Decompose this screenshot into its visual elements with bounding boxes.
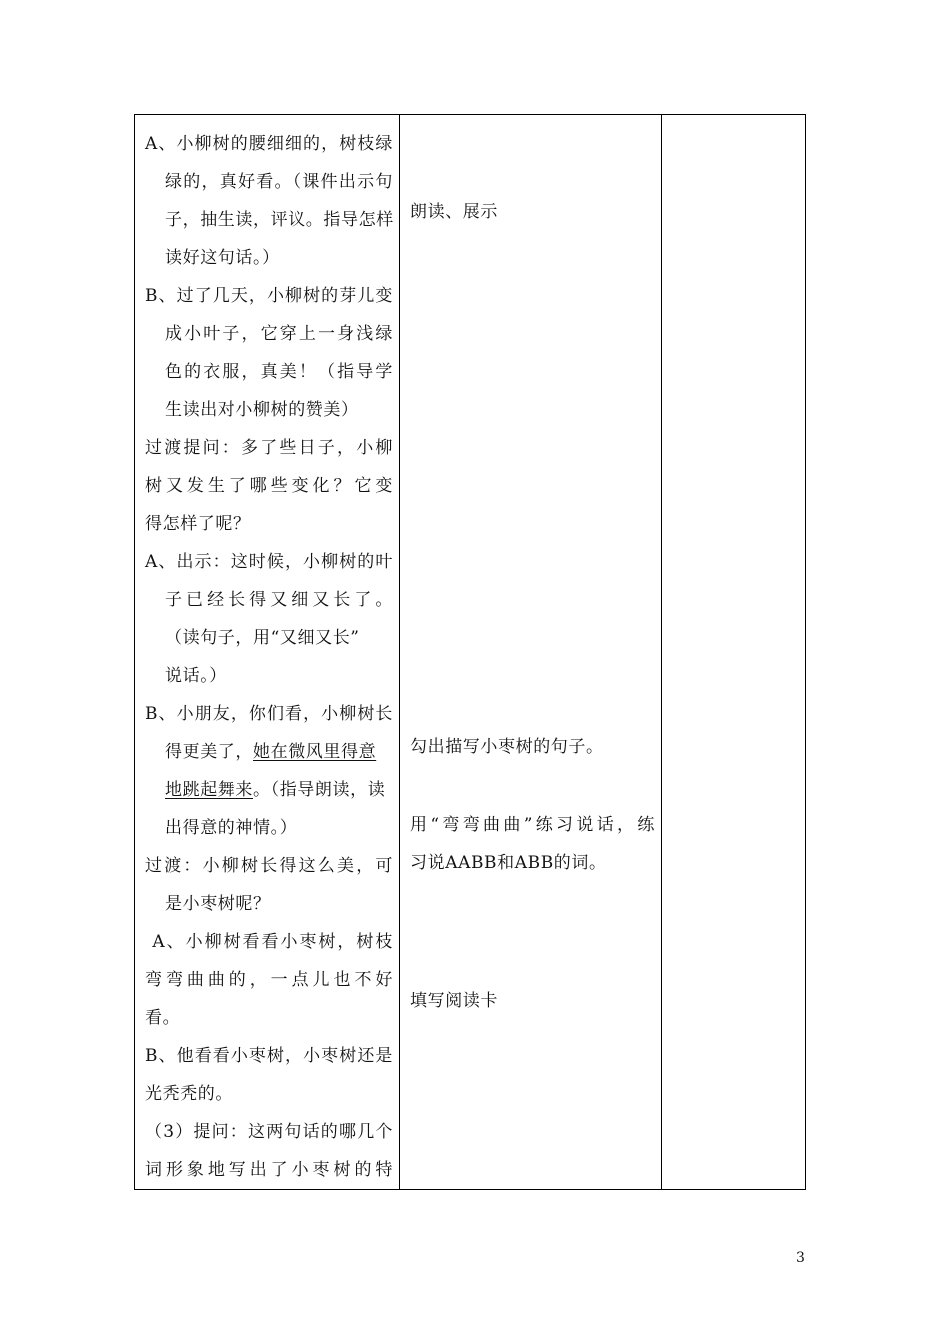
activity-read-show: 朗读、展示 — [410, 202, 498, 222]
column-divider — [399, 115, 400, 1189]
text-line: （3）提问：这两句话的哪几个 — [145, 1122, 393, 1142]
text-line: 树又发生了哪些变化？它变 — [145, 476, 393, 496]
text-line: （读句子，用“又细又长” — [165, 628, 360, 648]
text-line: B、小朋友，你们看，小柳树长 — [145, 704, 393, 724]
activity-practice: 习说AABB和ABB的词。 — [410, 853, 607, 873]
activity-practice: 用“弯弯曲曲”练习说话，练 — [410, 815, 655, 835]
text-line: 成小叶子，它穿上一身浅绿 — [165, 324, 393, 344]
text-line: 子已经长得又细又长了。 — [165, 590, 393, 610]
text-line: A、小柳树的腰细细的，树枝绿 — [145, 134, 393, 154]
text-line: 词形象地写出了小枣树的特 — [145, 1160, 393, 1180]
underlined-text: 她在微风里得意 — [253, 742, 377, 762]
text-line: A、出示：这时候，小柳树的叶 — [145, 552, 393, 572]
text-line — [165, 733, 376, 771]
text-line: B、过了几天，小柳树的芽儿变 — [145, 286, 393, 306]
text-line: 子，抽生读，评议。指导怎样 — [165, 210, 394, 230]
activity-fill-card: 填写阅读卡 — [410, 991, 498, 1011]
text-span: 得更美了， — [165, 742, 253, 762]
text-line: 出得意的神情。） — [165, 818, 298, 838]
text-span: 。（指导朗读，读 — [253, 780, 386, 800]
activity-find-sentence: 勾出描写小枣树的句子。 — [410, 737, 604, 757]
page-number: 3 — [796, 1250, 805, 1266]
column-divider — [661, 115, 662, 1189]
text-line: 得怎样了呢？ — [145, 514, 251, 534]
text-line: 过渡提问：多了些日子，小柳 — [145, 438, 393, 458]
text-line: 弯弯曲曲的，一点儿也不好 — [145, 970, 393, 990]
lesson-table — [134, 114, 806, 1190]
text-line: 过渡：小柳树长得这么美，可 — [145, 856, 393, 876]
text-line: B、他看看小枣树，小枣树还是 — [145, 1046, 393, 1066]
text-line — [165, 771, 385, 809]
text-line: 说话。） — [165, 666, 227, 686]
text-line: 色的衣服，真美！（指导学 — [165, 362, 393, 382]
text-line: 光秃秃的。 — [145, 1084, 233, 1104]
text-line: A、小柳树看看小枣树，树枝 — [145, 932, 393, 952]
underlined-text: 地跳起舞来 — [165, 780, 253, 800]
text-line: 是小枣树呢？ — [165, 894, 271, 914]
text-line: 读好这句话。） — [165, 248, 280, 268]
text-line: 绿的，真好看。（课件出示句 — [165, 172, 393, 192]
text-line: 生读出对小柳树的赞美） — [165, 400, 359, 420]
text-line: 看。 — [145, 1008, 181, 1028]
